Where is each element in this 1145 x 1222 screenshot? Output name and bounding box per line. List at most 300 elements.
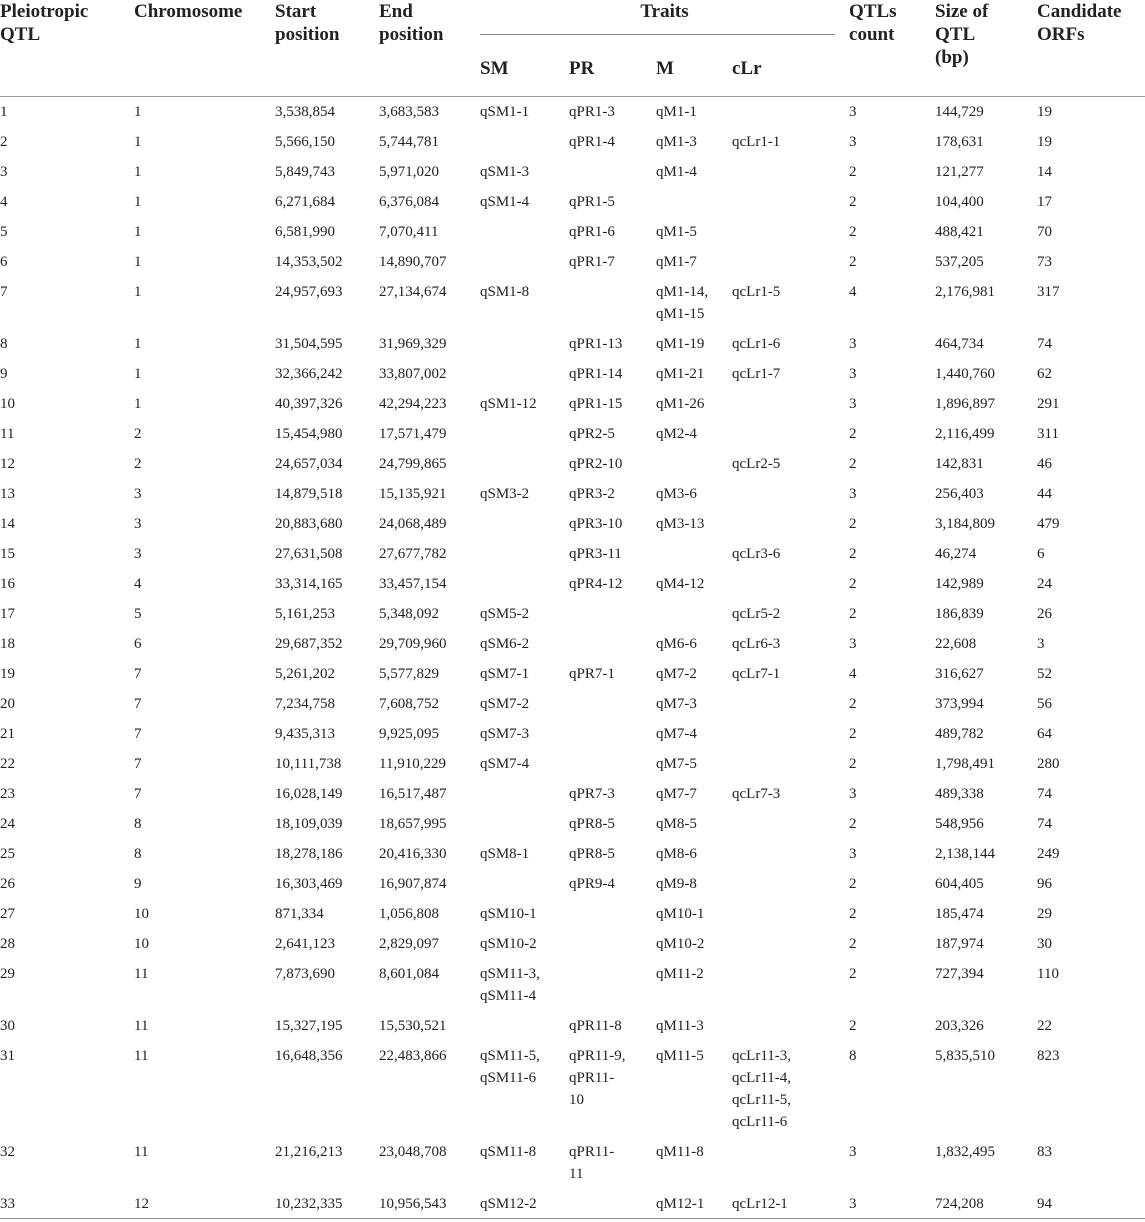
- cell-trait-pr: qPR2-5: [569, 426, 615, 442]
- cell-candidate-orfs: 73: [1037, 254, 1053, 270]
- cell-pleiotropic-qtl: 2: [0, 134, 8, 150]
- cell-pleiotropic-qtl: 11: [0, 426, 15, 442]
- cell-size-of-qtl: 142,831: [935, 456, 984, 472]
- table-row: [0, 869, 1145, 899]
- cell-end-position: 8,601,084: [379, 966, 439, 982]
- cell-candidate-orfs: 74: [1037, 816, 1053, 832]
- cell-qtls-count: 2: [849, 194, 857, 210]
- table-row: [0, 1189, 1145, 1219]
- cell-trait-clr: [732, 187, 849, 217]
- cell-qtls-count: 3: [849, 396, 857, 412]
- cell-size-of-qtl: 2,176,981: [935, 284, 996, 300]
- cell-start-position: 32,366,242: [275, 366, 343, 382]
- cell-start-position: 15,327,195: [275, 1018, 343, 1034]
- header-end-position: End position: [379, 0, 480, 97]
- cell-trait-pr: [569, 689, 656, 719]
- cell-candidate-orfs: 14: [1037, 164, 1053, 180]
- cell-pleiotropic-qtl: 21: [0, 726, 15, 742]
- cell-end-position: 5,744,781: [379, 134, 439, 150]
- cell-end-position: 6,376,084: [379, 194, 439, 210]
- cell-trait-m: qM11-2: [656, 966, 704, 982]
- table-bottom-rule: [0, 1218, 1145, 1219]
- cell-pleiotropic-qtl: 17: [0, 606, 15, 622]
- cell-trait-m: qM1-19: [656, 336, 705, 352]
- table-row: [0, 689, 1145, 719]
- cell-qtls-count: 2: [849, 456, 857, 472]
- cell-trait-clr: [732, 959, 849, 1011]
- cell-pleiotropic-qtl: 32: [0, 1144, 15, 1160]
- cell-candidate-orfs: 26: [1037, 606, 1053, 622]
- table-row: [0, 659, 1145, 689]
- table-row: [0, 779, 1145, 809]
- cell-trait-sm: qSM12-2: [480, 1196, 537, 1212]
- cell-start-position: 16,648,356: [275, 1048, 343, 1064]
- cell-trait-m: qM4-12: [656, 576, 705, 592]
- cell-trait-clr: qcLr1-1: [732, 134, 781, 150]
- cell-trait-sm: [480, 419, 569, 449]
- cell-trait-pr: qPR1-5: [569, 194, 615, 210]
- cell-candidate-orfs: 96: [1037, 876, 1053, 892]
- cell-chromosome: 11: [134, 1048, 149, 1064]
- cell-trait-m: qM11-3: [656, 1018, 704, 1034]
- cell-candidate-orfs: 280: [1037, 756, 1060, 772]
- header-qtls-count: QTLs count: [849, 0, 935, 97]
- cell-end-position: 23,048,708: [379, 1144, 447, 1160]
- cell-candidate-orfs: 6: [1037, 546, 1045, 562]
- cell-candidate-orfs: 94: [1037, 1196, 1053, 1212]
- cell-end-position: 7,608,752: [379, 696, 439, 712]
- cell-chromosome: 2: [134, 456, 142, 472]
- cell-trait-pr: qPR1-15: [569, 396, 623, 412]
- cell-trait-pr: qPR7-1: [569, 666, 615, 682]
- cell-start-position: 18,109,039: [275, 816, 343, 832]
- cell-candidate-orfs: 24: [1037, 576, 1053, 592]
- cell-trait-m: qM9-8: [656, 876, 697, 892]
- cell-trait-pr: [569, 719, 656, 749]
- cell-end-position: 29,709,960: [379, 636, 447, 652]
- table-row: [0, 509, 1145, 539]
- cell-trait-clr: [732, 689, 849, 719]
- cell-end-position: 5,577,829: [379, 666, 439, 682]
- cell-chromosome: 8: [134, 816, 142, 832]
- cell-trait-m: qM6-6: [656, 636, 697, 652]
- cell-trait-pr: qPR1-13: [569, 336, 623, 352]
- cell-candidate-orfs: 110: [1037, 966, 1059, 982]
- cell-size-of-qtl: 5,835,510: [935, 1048, 996, 1064]
- cell-size-of-qtl: 488,421: [935, 224, 984, 240]
- cell-qtls-count: 4: [849, 284, 857, 300]
- cell-pleiotropic-qtl: 12: [0, 456, 15, 472]
- table-row: [0, 749, 1145, 779]
- cell-trait-clr: [732, 389, 849, 419]
- cell-trait-pr: [569, 749, 656, 779]
- cell-qtls-count: 2: [849, 164, 857, 180]
- cell-trait-pr: qPR1-4: [569, 134, 615, 150]
- cell-end-position: 24,799,865: [379, 456, 447, 472]
- cell-chromosome: 8: [134, 846, 142, 862]
- cell-qtls-count: 3: [849, 134, 857, 150]
- cell-size-of-qtl: 537,205: [935, 254, 984, 270]
- table-row: [0, 599, 1145, 629]
- cell-end-position: 33,457,154: [379, 576, 447, 592]
- cell-chromosome: 7: [134, 786, 142, 802]
- cell-pleiotropic-qtl: 30: [0, 1018, 15, 1034]
- cell-trait-clr: qcLr11-3, qcLr11-4, qcLr11-5, qcLr11-6: [732, 1048, 792, 1130]
- header-start-position: Start position: [275, 0, 379, 97]
- header-trait-m: M: [656, 43, 732, 97]
- cell-end-position: 5,971,020: [379, 164, 439, 180]
- cell-trait-clr: qcLr1-6: [732, 336, 781, 352]
- cell-qtls-count: 3: [849, 636, 857, 652]
- cell-pleiotropic-qtl: 31: [0, 1048, 15, 1064]
- cell-pleiotropic-qtl: 28: [0, 936, 15, 952]
- cell-end-position: 27,134,674: [379, 284, 447, 300]
- cell-chromosome: 11: [134, 1018, 149, 1034]
- cell-trait-sm: [480, 329, 569, 359]
- table-row: [0, 247, 1145, 277]
- cell-trait-sm: qSM5-2: [480, 606, 530, 622]
- cell-candidate-orfs: 74: [1037, 786, 1053, 802]
- cell-trait-pr: [569, 899, 656, 929]
- cell-size-of-qtl: 256,403: [935, 486, 984, 502]
- cell-qtls-count: 3: [849, 366, 857, 382]
- cell-candidate-orfs: 479: [1037, 516, 1060, 532]
- cell-size-of-qtl: 104,400: [935, 194, 984, 210]
- cell-start-position: 16,303,469: [275, 876, 343, 892]
- table-row: [0, 1011, 1145, 1041]
- cell-trait-sm: [480, 509, 569, 539]
- cell-trait-sm: qSM7-2: [480, 696, 530, 712]
- cell-qtls-count: 3: [849, 104, 857, 120]
- cell-trait-m: qM7-2: [656, 666, 697, 682]
- cell-start-position: 18,278,186: [275, 846, 343, 862]
- cell-chromosome: 1: [134, 134, 142, 150]
- cell-trait-pr: qPR2-10: [569, 456, 623, 472]
- cell-candidate-orfs: 249: [1037, 846, 1060, 862]
- cell-end-position: 14,890,707: [379, 254, 447, 270]
- cell-qtls-count: 2: [849, 816, 857, 832]
- cell-trait-m: qM2-4: [656, 426, 697, 442]
- cell-trait-sm: qSM7-3: [480, 726, 530, 742]
- cell-trait-sm: qSM1-1: [480, 104, 530, 120]
- cell-trait-clr: [732, 479, 849, 509]
- cell-end-position: 24,068,489: [379, 516, 447, 532]
- cell-end-position: 42,294,223: [379, 396, 447, 412]
- cell-trait-m: [656, 187, 732, 217]
- cell-end-position: 10,956,543: [379, 1196, 447, 1212]
- cell-trait-pr: [569, 929, 656, 959]
- cell-start-position: 29,687,352: [275, 636, 343, 652]
- cell-chromosome: 12: [134, 1196, 149, 1212]
- cell-candidate-orfs: 56: [1037, 696, 1053, 712]
- cell-trait-m: qM1-5: [656, 224, 697, 240]
- cell-trait-sm: qSM11-3, qSM11-4: [480, 966, 540, 1004]
- cell-start-position: 6,581,990: [275, 224, 335, 240]
- cell-candidate-orfs: 70: [1037, 224, 1053, 240]
- cell-size-of-qtl: 203,326: [935, 1018, 984, 1034]
- cell-trait-pr: qPR4-12: [569, 576, 623, 592]
- cell-start-position: 871,334: [275, 906, 324, 922]
- cell-candidate-orfs: 317: [1037, 284, 1060, 300]
- table-row: [0, 1041, 1145, 1137]
- cell-chromosome: 1: [134, 104, 142, 120]
- cell-trait-sm: qSM1-4: [480, 194, 530, 210]
- cell-trait-sm: qSM10-2: [480, 936, 537, 952]
- cell-pleiotropic-qtl: 6: [0, 254, 8, 270]
- cell-end-position: 9,925,095: [379, 726, 439, 742]
- cell-pleiotropic-qtl: 23: [0, 786, 15, 802]
- cell-trait-sm: qSM7-4: [480, 756, 530, 772]
- cell-qtls-count: 2: [849, 546, 857, 562]
- cell-pleiotropic-qtl: 18: [0, 636, 15, 652]
- table-body: [0, 97, 1145, 1220]
- cell-size-of-qtl: 724,208: [935, 1196, 984, 1212]
- cell-end-position: 15,530,521: [379, 1018, 447, 1034]
- cell-start-position: 24,657,034: [275, 456, 343, 472]
- cell-candidate-orfs: 22: [1037, 1018, 1053, 1034]
- cell-size-of-qtl: 22,608: [935, 636, 977, 652]
- cell-trait-sm: [480, 779, 569, 809]
- cell-qtls-count: 3: [849, 486, 857, 502]
- cell-chromosome: 1: [134, 366, 142, 382]
- cell-trait-clr: [732, 929, 849, 959]
- cell-trait-sm: [480, 539, 569, 569]
- cell-start-position: 27,631,508: [275, 546, 343, 562]
- cell-qtls-count: 2: [849, 696, 857, 712]
- cell-size-of-qtl: 178,631: [935, 134, 984, 150]
- cell-start-position: 10,111,738: [275, 756, 342, 772]
- cell-qtls-count: 3: [849, 1144, 857, 1160]
- cell-qtls-count: 2: [849, 254, 857, 270]
- table-row: [0, 389, 1145, 419]
- cell-size-of-qtl: 373,994: [935, 696, 984, 712]
- table-row: [0, 959, 1145, 1011]
- cell-end-position: 18,657,995: [379, 816, 447, 832]
- cell-qtls-count: 2: [849, 606, 857, 622]
- cell-candidate-orfs: 83: [1037, 1144, 1053, 1160]
- cell-size-of-qtl: 144,729: [935, 104, 984, 120]
- cell-size-of-qtl: 1,440,760: [935, 366, 996, 382]
- cell-trait-pr: qPR7-3: [569, 786, 615, 802]
- cell-trait-m: qM7-4: [656, 726, 697, 742]
- cell-start-position: 9,435,313: [275, 726, 335, 742]
- cell-trait-m: qM7-3: [656, 696, 697, 712]
- cell-trait-pr: qPR11-9, qPR11- 10: [569, 1048, 626, 1108]
- cell-trait-pr: qPR11- 11: [569, 1144, 615, 1182]
- cell-candidate-orfs: 3: [1037, 636, 1045, 652]
- table-row: [0, 929, 1145, 959]
- cell-end-position: 33,807,002: [379, 366, 447, 382]
- table-row: [0, 157, 1145, 187]
- cell-end-position: 20,416,330: [379, 846, 447, 862]
- cell-pleiotropic-qtl: 5: [0, 224, 8, 240]
- cell-trait-sm: [480, 127, 569, 157]
- cell-trait-pr: qPR1-14: [569, 366, 623, 382]
- cell-trait-sm: qSM6-2: [480, 636, 530, 652]
- table-row: [0, 329, 1145, 359]
- cell-trait-sm: [480, 1011, 569, 1041]
- cell-size-of-qtl: 604,405: [935, 876, 984, 892]
- cell-trait-clr: qcLr5-2: [732, 606, 781, 622]
- cell-trait-pr: qPR8-5: [569, 816, 615, 832]
- cell-qtls-count: 2: [849, 576, 857, 592]
- cell-size-of-qtl: 727,394: [935, 966, 984, 982]
- cell-pleiotropic-qtl: 24: [0, 816, 15, 832]
- cell-pleiotropic-qtl: 20: [0, 696, 15, 712]
- table-row: [0, 277, 1145, 329]
- cell-pleiotropic-qtl: 10: [0, 396, 15, 412]
- cell-end-position: 16,907,874: [379, 876, 447, 892]
- cell-trait-m: qM3-13: [656, 516, 705, 532]
- cell-trait-m: qM7-5: [656, 756, 697, 772]
- cell-pleiotropic-qtl: 9: [0, 366, 8, 382]
- cell-candidate-orfs: 29: [1037, 906, 1053, 922]
- cell-start-position: 5,566,150: [275, 134, 335, 150]
- header-size-of-qtl: Size of QTL (bp): [935, 0, 1037, 97]
- cell-end-position: 31,969,329: [379, 336, 447, 352]
- cell-trait-pr: [569, 157, 656, 187]
- cell-pleiotropic-qtl: 19: [0, 666, 15, 682]
- cell-qtls-count: 2: [849, 936, 857, 952]
- cell-candidate-orfs: 46: [1037, 456, 1053, 472]
- cell-size-of-qtl: 186,839: [935, 606, 984, 622]
- cell-size-of-qtl: 1,832,495: [935, 1144, 996, 1160]
- cell-chromosome: 3: [134, 486, 142, 502]
- cell-trait-m: qM1-4: [656, 164, 697, 180]
- cell-pleiotropic-qtl: 26: [0, 876, 15, 892]
- cell-trait-pr: [569, 959, 656, 1011]
- table-row: [0, 1137, 1145, 1189]
- cell-chromosome: 11: [134, 966, 149, 982]
- table-row: [0, 719, 1145, 749]
- cell-chromosome: 7: [134, 666, 142, 682]
- cell-trait-clr: [732, 97, 849, 128]
- cell-trait-pr: qPR3-2: [569, 486, 615, 502]
- table-row: [0, 127, 1145, 157]
- cell-trait-m: qM11-8: [656, 1144, 704, 1160]
- cell-trait-m: qM1-26: [656, 396, 705, 412]
- cell-start-position: 16,028,149: [275, 786, 343, 802]
- cell-trait-pr: qPR9-4: [569, 876, 615, 892]
- cell-pleiotropic-qtl: 15: [0, 546, 15, 562]
- cell-start-position: 14,879,518: [275, 486, 343, 502]
- cell-size-of-qtl: 46,274: [935, 546, 977, 562]
- cell-chromosome: 7: [134, 756, 142, 772]
- cell-trait-pr: [569, 599, 656, 629]
- cell-trait-sm: [480, 569, 569, 599]
- cell-pleiotropic-qtl: 13: [0, 486, 15, 502]
- cell-trait-clr: [732, 569, 849, 599]
- cell-end-position: 2,829,097: [379, 936, 439, 952]
- cell-trait-m: qM1-1: [656, 104, 697, 120]
- cell-size-of-qtl: 2,116,499: [935, 426, 995, 442]
- cell-qtls-count: 4: [849, 666, 857, 682]
- cell-pleiotropic-qtl: 1: [0, 104, 8, 120]
- cell-trait-clr: [732, 839, 849, 869]
- cell-trait-clr: [732, 217, 849, 247]
- cell-candidate-orfs: 291: [1037, 396, 1060, 412]
- cell-trait-sm: qSM10-1: [480, 906, 537, 922]
- cell-end-position: 11,910,229: [379, 756, 446, 772]
- cell-candidate-orfs: 62: [1037, 366, 1053, 382]
- cell-trait-m: [656, 449, 732, 479]
- cell-qtls-count: 2: [849, 906, 857, 922]
- cell-trait-m: qM8-6: [656, 846, 697, 862]
- header-trait-clr: cLr: [732, 43, 849, 97]
- cell-chromosome: 6: [134, 636, 142, 652]
- cell-chromosome: 1: [134, 254, 142, 270]
- cell-candidate-orfs: 52: [1037, 666, 1053, 682]
- cell-trait-sm: qSM3-2: [480, 486, 530, 502]
- table-row: [0, 97, 1145, 128]
- cell-trait-sm: [480, 217, 569, 247]
- cell-end-position: 1,056,808: [379, 906, 439, 922]
- cell-pleiotropic-qtl: 7: [0, 284, 8, 300]
- cell-chromosome: 1: [134, 164, 142, 180]
- cell-end-position: 22,483,866: [379, 1048, 447, 1064]
- cell-pleiotropic-qtl: 27: [0, 906, 15, 922]
- cell-candidate-orfs: 19: [1037, 104, 1053, 120]
- cell-pleiotropic-qtl: 16: [0, 576, 15, 592]
- cell-trait-clr: [732, 749, 849, 779]
- cell-start-position: 10,232,335: [275, 1196, 343, 1212]
- cell-start-position: 20,883,680: [275, 516, 343, 532]
- cell-trait-sm: [480, 869, 569, 899]
- cell-trait-pr: qPR11-8: [569, 1018, 622, 1034]
- cell-qtls-count: 8: [849, 1048, 857, 1064]
- cell-end-position: 15,135,921: [379, 486, 447, 502]
- cell-qtls-count: 3: [849, 1196, 857, 1212]
- cell-trait-m: qM10-2: [656, 936, 705, 952]
- table-row: [0, 809, 1145, 839]
- table-row: [0, 449, 1145, 479]
- table-row: [0, 539, 1145, 569]
- cell-qtls-count: 2: [849, 756, 857, 772]
- cell-trait-m: qM1-14, qM1-15: [656, 284, 709, 322]
- cell-trait-clr: qcLr7-3: [732, 786, 781, 802]
- header-candidate-orfs: Candidate ORFs: [1037, 0, 1145, 97]
- cell-candidate-orfs: 64: [1037, 726, 1053, 742]
- cell-pleiotropic-qtl: 3: [0, 164, 8, 180]
- table-row: [0, 479, 1145, 509]
- cell-qtls-count: 2: [849, 426, 857, 442]
- header-pleiotropic-qtl: Pleiotropic QTL: [0, 0, 134, 97]
- cell-pleiotropic-qtl: 25: [0, 846, 15, 862]
- cell-trait-pr: [569, 1189, 656, 1219]
- cell-start-position: 5,161,253: [275, 606, 335, 622]
- cell-end-position: 16,517,487: [379, 786, 447, 802]
- cell-trait-clr: [732, 719, 849, 749]
- cell-trait-sm: qSM11-5, qSM11-6: [480, 1048, 540, 1086]
- cell-qtls-count: 2: [849, 1018, 857, 1034]
- cell-trait-m: qM1-7: [656, 254, 697, 270]
- table-row: [0, 187, 1145, 217]
- cell-trait-clr: qcLr3-6: [732, 546, 781, 562]
- cell-pleiotropic-qtl: 8: [0, 336, 8, 352]
- cell-trait-sm: qSM1-12: [480, 396, 537, 412]
- cell-end-position: 5,348,092: [379, 606, 439, 622]
- cell-trait-sm: qSM1-3: [480, 164, 530, 180]
- cell-end-position: 17,571,479: [379, 426, 447, 442]
- cell-size-of-qtl: 489,782: [935, 726, 984, 742]
- cell-trait-clr: qcLr1-5: [732, 284, 781, 300]
- cell-trait-clr: qcLr6-3: [732, 636, 781, 652]
- cell-trait-sm: [480, 359, 569, 389]
- cell-trait-clr: [732, 247, 849, 277]
- cell-chromosome: 7: [134, 726, 142, 742]
- cell-start-position: 5,261,202: [275, 666, 335, 682]
- cell-chromosome: 9: [134, 876, 142, 892]
